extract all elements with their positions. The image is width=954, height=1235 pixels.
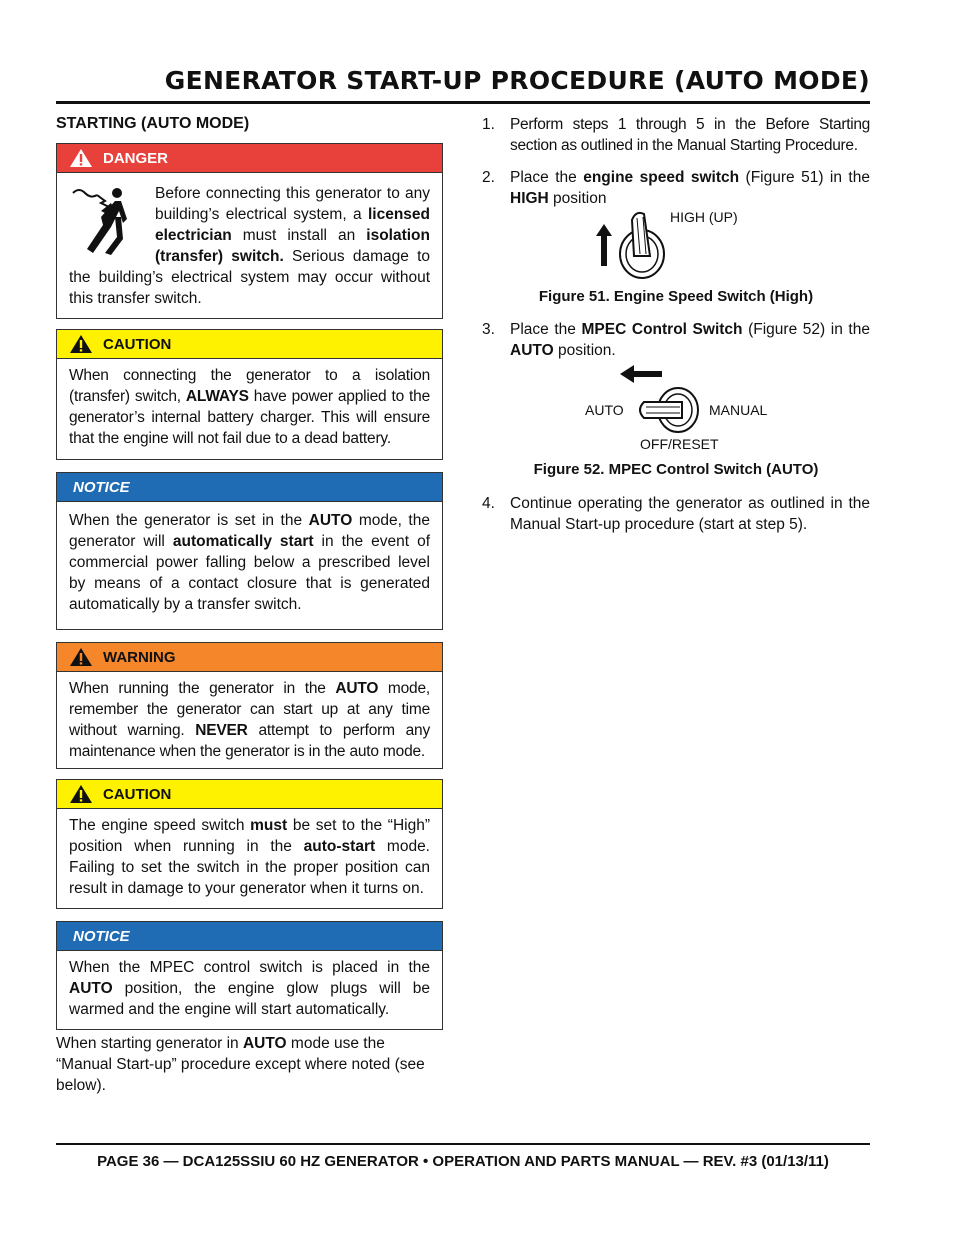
warning-triangle-icon	[69, 647, 93, 667]
page-footer: PAGE 36 — DCA125SSIU 60 HZ GENERATOR • OPERATION AND PARTS MANUAL — REV. #3 (01/13/11)	[97, 1153, 829, 1170]
step-number: 2.	[482, 169, 495, 186]
engine-speed-switch-figure	[592, 206, 672, 280]
title-rule	[56, 101, 870, 104]
caution-label-1: CAUTION	[103, 335, 172, 353]
manual-label: MANUAL	[709, 402, 768, 418]
caution-box-2	[56, 779, 443, 909]
electric-shock-icon	[71, 187, 141, 257]
mpec-control-switch-figure	[618, 362, 708, 436]
notice-header-1	[57, 473, 442, 502]
warning-triangle-icon	[69, 334, 93, 354]
notice-box-1	[56, 472, 443, 630]
warning-header	[57, 643, 442, 672]
section-heading: STARTING (AUTO MODE)	[56, 115, 250, 132]
warning-triangle-icon	[69, 784, 93, 804]
notice-text-2: When the MPEC control switch is placed in the AUTO position, the engine glow plugs will be warmed and the engine will start automatically.	[69, 959, 430, 1018]
warning-box	[56, 642, 443, 769]
footer-rule	[56, 1143, 870, 1145]
step-number: 3.	[482, 321, 495, 338]
step-number: 4.	[482, 495, 495, 512]
notice-box-2	[56, 921, 443, 1030]
caution-header-1	[57, 330, 442, 359]
closing-paragraph: When starting generator in AUTO mode use the “Manual Start-up” procedure except where noted (see below).	[56, 1035, 425, 1094]
caution-header-2	[57, 780, 442, 809]
danger-label: DANGER	[103, 149, 169, 167]
notice-label-1: NOTICE	[73, 478, 130, 496]
caution-box-1	[56, 329, 443, 460]
danger-box	[56, 143, 443, 319]
step-number: 1.	[482, 116, 495, 133]
step-3: 3. Place the MPEC Control Switch (Figure 52) in the AUTO position.	[482, 321, 870, 359]
warning-text: When running the generator in the AUTO mode, remember the generator can start up at any time without warning. NEVER attempt to perform any maintenance when the generator is in the auto mode.	[69, 680, 431, 760]
step-4: 4. Continue operating the generator as outlined in the Manual Start-up procedure (start at step 5).	[482, 495, 870, 533]
high-up-label: HIGH (UP)	[670, 209, 738, 225]
warning-triangle-icon	[69, 148, 93, 168]
step-2: 2. Place the engine speed switch (Figure 51) in the HIGH position	[482, 169, 870, 207]
danger-text: Before connecting this generator to any building’s electrical system, a licensed electrician must install an isolation (transfer) switch. Serious damage to the building’s electrical system may occur without this transfer switch.	[69, 185, 430, 307]
figure-51-caption: Figure 51. Engine Speed Switch (High)	[538, 288, 814, 305]
notice-header-2	[57, 922, 442, 951]
notice-label-2: NOTICE	[73, 927, 130, 945]
auto-label: AUTO	[585, 402, 624, 418]
warning-label: WARNING	[103, 648, 176, 666]
step-1: 1. Perform steps 1 through 5 in the Before Starting section as outlined in the Manual Starting Procedure.	[482, 116, 870, 154]
caution-label-2: CAUTION	[103, 785, 172, 803]
caution-text-1: When connecting the generator to a isolation (transfer) switch, ALWAYS have power applied to the generator’s internal battery charger. This will ensure that the engine will not fail due to a dead battery.	[69, 367, 430, 447]
caution-text-2: The engine speed switch must be set to the “High” position when running in the auto-start mode. Failing to set the switch in the proper position can result in damage to your generator when it turns on.	[69, 817, 431, 897]
notice-text-1: When the generator is set in the AUTO mode, the generator will automatically start in the event of commercial power falling below a prescribed level by means of a contact closure that is generated automatically by a transfer switch.	[69, 512, 430, 613]
danger-header	[57, 144, 442, 173]
page-title: GENERATOR START-UP PROCEDURE (AUTO MODE)	[164, 66, 870, 95]
figure-52-caption: Figure 52. MPEC Control Switch (AUTO)	[533, 461, 819, 478]
off-reset-label: OFF/RESET	[640, 436, 719, 452]
